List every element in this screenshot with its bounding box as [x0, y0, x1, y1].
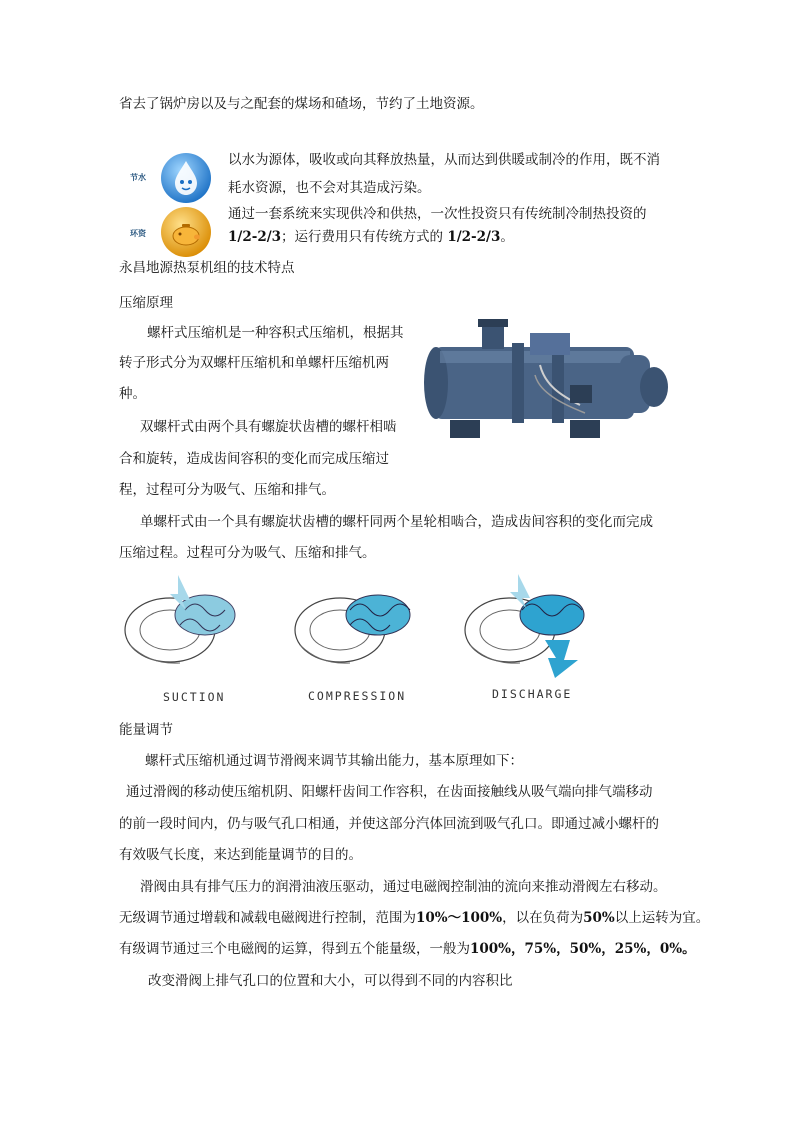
text-fragment: ；运行费用只有传统方式的 — [281, 229, 448, 245]
text-fragment: 。 — [500, 229, 514, 245]
text-fragment: 以上运转为宜。 — [614, 910, 710, 926]
text-line: 的前一段时间内，仍与吸气孔口相通，并使这部分汽体回流到吸气孔口。即通过减小螺杆的 — [119, 816, 659, 832]
discharge-caption: DISCHARGE — [492, 687, 573, 701]
suction-diagram — [120, 570, 260, 680]
screw-compressor-image — [420, 315, 674, 445]
text-line: 单螺杆式由一个具有螺旋状齿槽的螺杆同两个星轮相啮合，造成齿间容积的变化而完成 — [140, 514, 653, 530]
text-fragment: 有级调节通过三个电磁阀的运算，得到五个能量级，一般为 — [119, 941, 470, 957]
section-heading: 能量调节 — [119, 722, 173, 738]
text-fragment: ，以在负荷为 — [502, 910, 584, 926]
text-line: 改变滑阀上排气孔口的位置和大小，可以得到不同的内容积比 — [148, 973, 513, 989]
text-line: 种。 — [119, 386, 146, 402]
text-line: 转子形式分为双螺杆压缩机和单螺杆压缩机两 — [119, 355, 389, 371]
compression-caption: COMPRESSION — [308, 689, 407, 703]
suction-caption: SUCTION — [163, 690, 226, 704]
text-line: 螺杆式压缩机通过调节滑阀来调节其输出能力，基本原理如下： — [145, 753, 523, 769]
load-value: 50% — [583, 910, 615, 926]
piggy-bank-icon — [160, 206, 212, 258]
text-line: 以水为源体，吸收或向其释放热量，从而达到供暖或制冷的作用，既不消 — [228, 152, 660, 168]
text-line: 压缩过程。过程可分为吸气、压缩和排气。 — [119, 545, 376, 561]
water-icon-label: 节水 — [130, 172, 146, 182]
text-line: 通过一套系统来实现供冷和供热，一次性投资只有传统制冷制热投资的 — [228, 206, 647, 222]
text-line: 耗水资源，也不会对其造成污染。 — [228, 180, 431, 196]
text-line: 通过滑阀的移动使压缩机阴、阳螺杆齿间工作容积，在齿面接触线从吸气端向排气端移动 — [126, 784, 653, 800]
text-line: 省去了锅炉房以及与之配套的煤场和碴场，节约了土地资源。 — [119, 96, 484, 112]
text-line: 滑阀由具有排气压力的润滑油液压驱动，通过电磁阀控制油的流向来推动滑阀左右移动。 — [140, 879, 667, 895]
text-line — [119, 939, 696, 959]
text-line: 双螺杆式由两个具有螺旋状齿槽的螺杆相啮 — [140, 419, 397, 435]
discharge-diagram — [460, 570, 600, 680]
compression-diagram — [290, 570, 430, 680]
text-line — [119, 908, 709, 928]
text-line: 合和旋转，造成齿间容积的变化而完成压缩过 — [119, 451, 389, 467]
text-line — [228, 227, 514, 247]
range-value: 10%～100% — [416, 910, 503, 926]
save-icon-label: 环资 — [130, 228, 146, 238]
water-drop-icon — [160, 152, 212, 204]
text-fragment: 无级调节通过增载和减载电磁阀进行控制，范围为 — [119, 910, 416, 926]
section-heading: 永昌地源热泵机组的技术特点 — [119, 260, 295, 276]
ratio-value: 1/2-2/3 — [228, 229, 282, 245]
section-heading: 压缩原理 — [119, 295, 173, 311]
levels-value: 100%，75%，50%，25%，0%。 — [470, 941, 696, 957]
ratio-value: 1/2-2/3 — [447, 229, 501, 245]
text-line: 有效吸气长度，来达到能量调节的目的。 — [119, 847, 362, 863]
text-line: 程，过程可分为吸气、压缩和排气。 — [119, 482, 335, 498]
text-line: 螺杆式压缩机是一种容积式压缩机，根据其 — [147, 325, 404, 341]
